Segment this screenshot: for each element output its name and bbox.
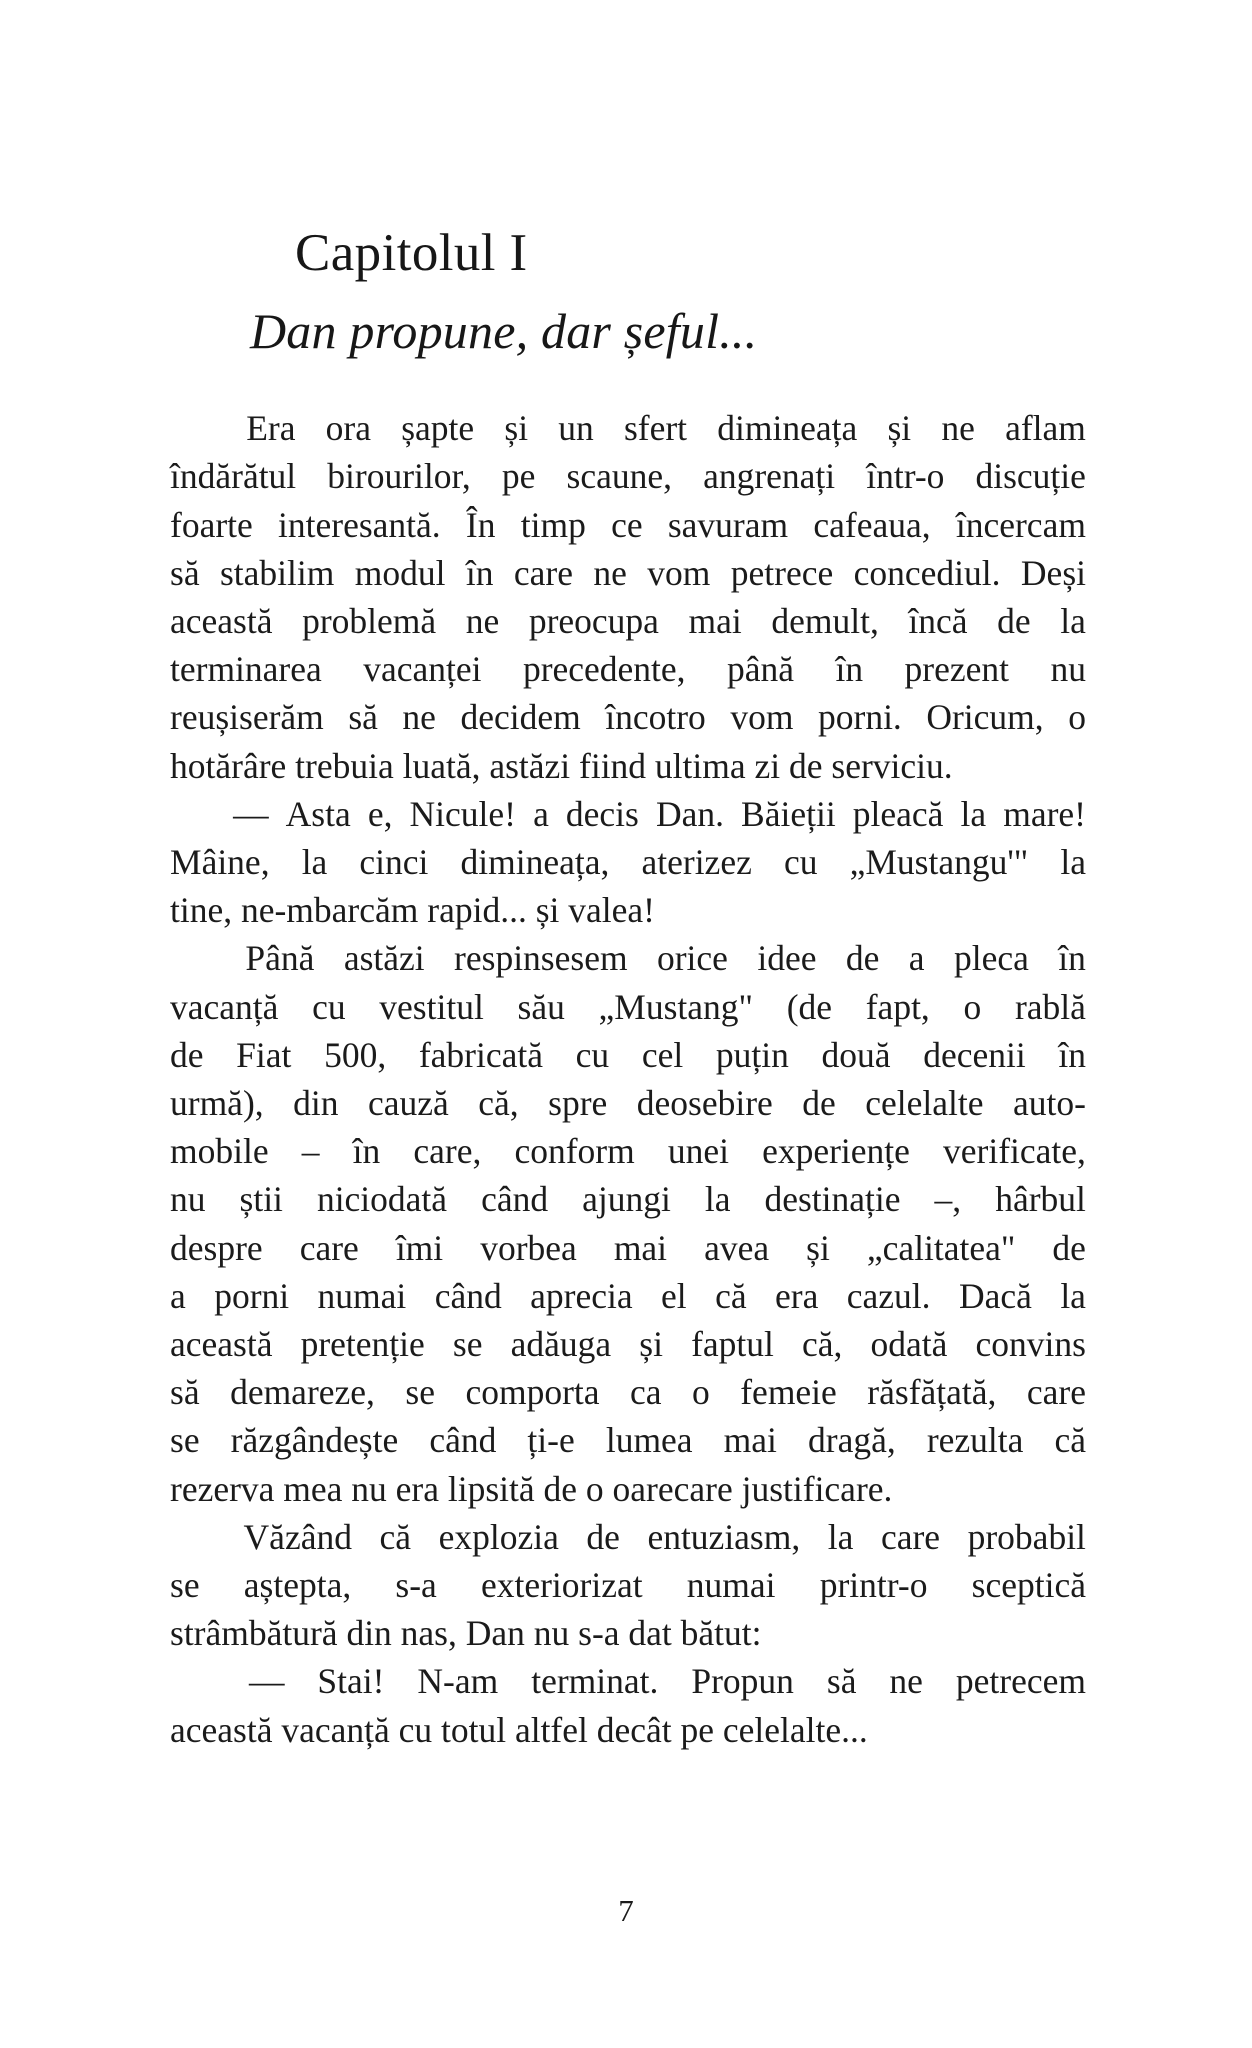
text-line: despre care îmi vorbea mai avea și „calitatea" de (170, 1227, 1086, 1268)
text-line: urmă), din cauză că, spre deosebire de celelalte auto- (170, 1083, 1086, 1124)
text-line: strâmbătură din nas, Dan nu s-a dat bătut: (170, 1613, 762, 1654)
text-line: terminarea vacanței precedente, până în prezent nu (170, 649, 1086, 690)
text-line: să demareze, se comporta ca o femeie răsfățată, care (170, 1372, 1086, 1413)
body-text (170, 404, 1086, 1754)
text-line: de Fiat 500, fabricată cu cel puțin două decenii în (170, 1034, 1086, 1075)
text-line: îndărătul birourilor, pe scaune, angrenați într-o discuție (170, 456, 1086, 497)
text-line: reușiserăm să ne decidem încotro vom porni. Oricum, o (170, 697, 1086, 738)
text-line: această problemă ne preocupa mai demult, încă de la (170, 600, 1086, 641)
page-text-block (170, 225, 1086, 1754)
text-line: — Stai! N-am terminat. Propun să ne petrecem (248, 1661, 1086, 1702)
text-line: tine, ne-mbarcăm rapid... și valea! (170, 890, 655, 931)
chapter-title: Capitolul I (295, 224, 528, 282)
paragraph (170, 790, 1086, 935)
text-line: Până astăzi respinsesem orice idee de a pleca în (245, 938, 1086, 979)
text-line: rezerva mea nu era lipsită de o oarecare justificare. (170, 1468, 893, 1509)
text-line: — Asta e, Nicule! a decis Dan. Băieții pleacă la mare! (233, 793, 1086, 834)
chapter-subtitle: Dan propune, dar șeful... (250, 303, 758, 360)
text-line: se aștepta, s-a exteriorizat numai printr-o sceptică (170, 1565, 1086, 1606)
paragraph (170, 404, 1086, 790)
text-line: Era ora șapte și un sfert dimineața și ne aflam (246, 408, 1086, 449)
text-line: această vacanță cu totul altfel decât pe celelalte... (170, 1709, 868, 1750)
paragraph (170, 1513, 1086, 1658)
text-line: foarte interesantă. În timp ce savuram cafeaua, încercam (170, 504, 1086, 545)
text-line: să stabilim modul în care ne vom petrece concediul. Deși (170, 552, 1086, 593)
text-line: se răzgândește când ți-e lumea mai dragă, rezulta că (170, 1420, 1086, 1461)
text-line: mobile – în care, conform unei experiențe verificate, (170, 1131, 1086, 1172)
text-line: această pretenție se adăuga și faptul că, odată convins (170, 1324, 1086, 1365)
page-number: 7 (618, 1893, 634, 1928)
text-line: a porni numai când aprecia el că era cazul. Dacă la (170, 1275, 1086, 1316)
text-line: vacanță cu vestitul său „Mustang" (de fapt, o rablă (170, 986, 1086, 1027)
text-line: Mâine, la cinci dimineața, aterizez cu „Mustangu'" la (170, 842, 1086, 882)
paragraph (170, 1657, 1086, 1753)
text-line: Văzând că explozia de entuziasm, la care probabil (243, 1516, 1086, 1557)
text-line: nu știi niciodată când ajungi la destinație –, hârbul (170, 1179, 1086, 1220)
text-line: hotărâre trebuia luată, astăzi fiind ultima zi de serviciu. (170, 745, 953, 786)
paragraph (170, 934, 1086, 1512)
